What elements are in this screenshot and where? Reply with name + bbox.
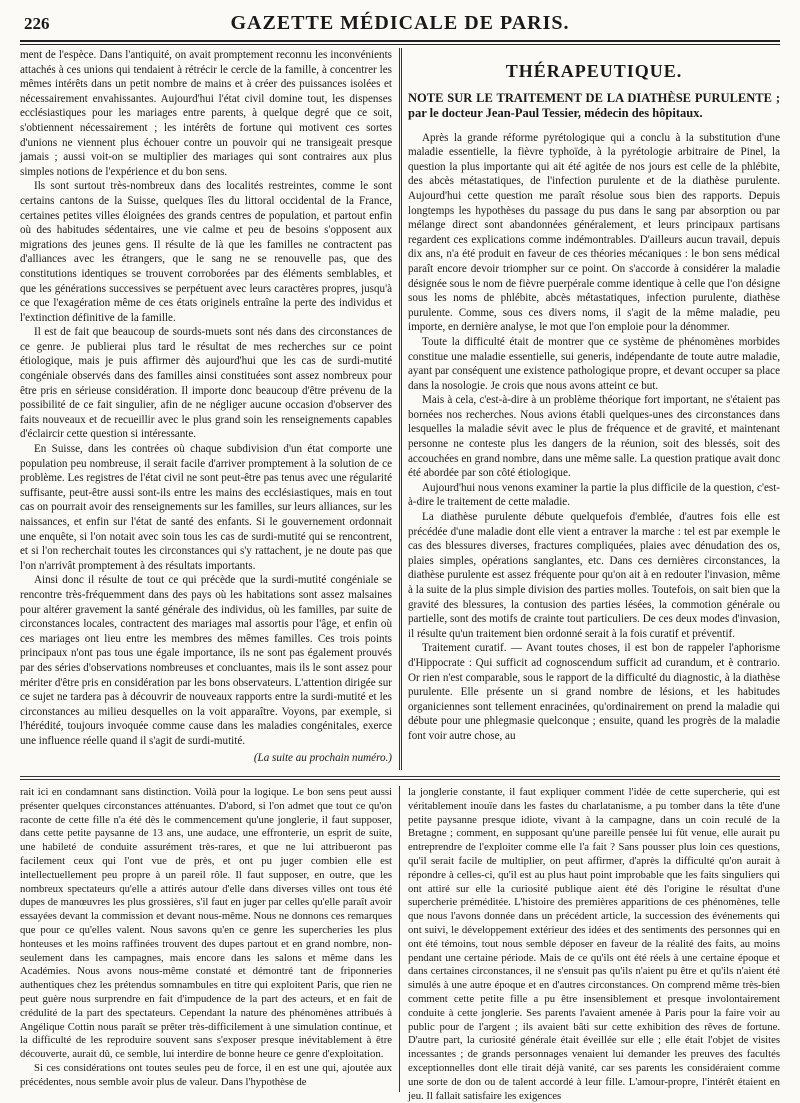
page-number: 226 — [24, 14, 50, 33]
paragraph: Traitement curatif. — Avant toutes choses, il est bon de rappeler l'aphorisme d'Hippocrate : Qui sufficit ad cognoscendum sufficit ad curandum, et è contrario. Or rien n'est comparable, sous le rapport de la difficulté du diagnostic, à la diathèse purulente. Elle présente un si grand nombre de lésions, et les habitudes organiciennes sont tellement enracinées, qu'ordinairement on prend la maladie qui débute pour une phlegmasie quelconque ; ensuite, quand les progrès de la maladie font voir autre chose, au — [408, 642, 780, 742]
section-rule — [20, 779, 780, 780]
column-divider — [399, 48, 400, 770]
paragraph: Ainsi donc il résulte de tout ce qui précède que la surdi-mutité congéniale se rencontre très-fréquemment dans des pays où les habitations sont assez malsaines pour altérer gravement la santé générale des individus, où les familles, par suite de circonstances locales, contractent des mariages mal assortis pour l'âge, et enfin où ces mariages ont lieu entre les membres des mêmes familles. Ces trois points principaux n'ont pas tous une égale importance, ils ne sont pas également prouvés par des séries d'observations nombreuses et concluantes, mais ils le sont assez pour mériter d'être pris en considération par les bons observateurs. L'attention dirigée sur ce sujet ne tardera pas à découvrir de nouveaux rapports entre la surdi-mutité et les circonstances au milieu desquelles on la voit apparaître. Voyons, par exemple, si l'hérédité, toujours invoquée comme cause dans les maladies congénitales, exerce une influence réelle quand il s'agit de surdi-mutité. — [20, 574, 392, 747]
paragraph: En Suisse, dans les contrées où chaque subdivision d'un état comporte une population peu nombreuse, il serait facile d'arriver promptement à la solution de ce problème. Les registres de l'état civil ne sont peut-être pas tenus avec une régularité suffisante, peut-être aussi sont-ils entre les mains des ecclésiastiques, mais en tout cas on pourrait avoir des renseignements sur les familles, sur leurs alliances, sur les naissances, et enfin sur l'état de santé des enfants. Si le gouvernement ordonnait une enquête, si l'on notait avec soin tous les cas de surdi-mutité qui se rencontrent, et si l'on recherchait toutes les circonstances qui s'y rattachent, je ne doute pas que l'on n'arrivât promptement à des résultats importants. — [20, 443, 392, 572]
article-title: NOTE SUR LE TRAITEMENT DE LA DIATHÈSE PURULENTE ; par le docteur Jean-Paul Tessier, médecin des hôpitaux. — [408, 90, 780, 120]
section-title: THÉRAPEUTIQUE. — [505, 61, 683, 81]
paragraph: la jonglerie constante, il faut expliquer comment l'idée de cette supercherie, qui est véritablement inouïe dans les fastes du charlatanisme, a pu tomber dans la tête d'une petite paysanne presque idiote, vivant à la campagne, dans un coin reculé de la Bretagne ; comment, en supposant qu'une pareille pensée lui fût venue, elle aurait pu entreprendre de l'exploiter comme elle l'a fait ? Sans pousser plus loin ces questions, qu'il serait facile de multiplier, on peut affirmer, d'après la difficulté qu'on aurait à répondre à celles-ci, qu'il est au plus haut point improbable que les faits singuliers qui ont attiré sur elle la curiosité publique aient été dès l'origine le résultat d'une supercherie préméditée. L'histoire des premières apparitions de ces phénomènes, telle que nous l'avons donnée dans un précédent article, la succession des événements qui ont suivi, le développement extérieur des idées et des sentiments des personnes qui en ont été témoins, tout nous semble déposer en faveur de la réalité des faits, au moins pendant une certaine période. Mais de ce qu'ils ont été réels à une certaine époque et dans certaines circonstances, il ne s'ensuit pas qu'ils n'aient pu être et qu'ils n'aient été simulés à une autre époque et en d'autres circonstances. On comprend même très-bien comment cette petite fille a pu être insensiblement et presque involontairement conduite à cette jonglerie. Ses parents l'avaient amenée à Paris pour la faire voir au public pour de l'argent ; ils avaient bâti sur cette exhibition des rêves de fortune. D'autre part, la curiosité générale était éveillée sur elle ; elle était l'objet de visites incessantes ; de grands personnages venaient lui demander les preuves des facultés exceptionnelles dont elle tirait déjà vanité, car ses parents les considéraient comme une sorte de don ou de talent accordé à leur fille. L'amour-propre, l'intérêt étaient en jeu. Il fallait satisfaire les exigences — [408, 786, 780, 1102]
left-column — [20, 48, 392, 771]
paragraph: La diathèse purulente débute quelquefois d'emblée, d'autres fois elle est précédée d'une maladie dont elle vient a entraver la marche : tel est par exemple le cas des blessures diverses, fractures compliquées, plaies avec dénudation des os, plaies simples, opérations sanglantes, etc. Dans ces dernières circonstances, la diathèse purulente est assez fréquente pour qu'on ait à en redouter l'invasion, même à la suite de la plus simple division des parties molles. Toutefois, on sait bien que la gravité des blessures, la contusion des parties lésées, la commotion générale ou partielle, sont des motifs de crainte tout particuliers. De ces deux modes d'invasion, il résulte qu'un traitement bien ordonné serait à la fois curatif et préventif. — [408, 511, 780, 640]
header-rule — [20, 40, 780, 42]
running-title: GAZETTE MÉDICALE DE PARIS. — [230, 12, 570, 34]
right-column — [408, 62, 780, 771]
paragraph: ment de l'espèce. Dans l'antiquité, on avait promptement reconnu les inconvénients attachés à ces unions qui tendaient à rétrécir le cercle de la famille, à concentrer les mêmes intérêts dans un petit nombre de mains et à créer des puissances isolées et nécessairement envahissantes. Aujourd'hui l'état civil domine tout, les dispenses ecclésiastiques pour les mariages entre parents, à quelque degré que ce soit, s'obtiennent nécessairement ; les intérêts de fortune qui motivent ces sortes d'unions ne viennent plus échouer contre un pouvoir qui ne transigeait presque jamais ; aussi voit-on se multiplier des mariages qui sont contraires aux plus simples notions de l'expérience et du bon sens. — [20, 49, 392, 178]
paragraph: Après la grande réforme pyrétologique qui a conclu à la substitution d'une maladie essentielle, la fièvre typhoïde, à la pyrétologie arbitraire de Pinel, la question la plus importante qui ait été agitée de nos jours est celle de la phlébite, des abcès métastatiques, de l'infection purulente et de la diathèse purulente. Aujourd'hui cette question me paraît résolue sous bien des rapports. Depuis longtemps les hypothèses du passage du pus dans le sang par absorption ou par mélange direct sont abandonnées généralement, et leurs principaux partisans regardent ces explications comme indémontrables. D'ailleurs aucun travail, depuis dix ans, n'a été produit en faveur de ces théories mécaniques : le bon sens médical paraît encore devoir triompher sur ce point. On s'accorde à considérer la maladie désignée sous le nom de fièvre puerpérale comme identique à celle que l'on désigne sous les noms de phlébite, abcès métastatiques, infection purulente, diathèse purulente. Comme, sous ces divers noms, il s'agit de la même maladie, peu importe, en dernière analyse, le mot que l'on emploie pour la dénommer. — [408, 131, 780, 334]
bottom-right-column — [408, 786, 780, 1102]
paragraph: Ils sont surtout très-nombreux dans des localités restreintes, comme le sont certains cantons de la Suisse, quelques îles du littoral occidental de la France, certaines petites villes éloignées des grands centres de population, et partout enfin où des habitudes sédentaires, une vie calme et peu de besoins s'opposent aux migrations des jeunes gens. Il résulte de là que les familles ne contractent pas d'alliances avec les étrangers, que le sang ne se renouvelle pas, que des constitutions identiques se trouvent corroborées par des éléments semblables, et que les générations successives se perpétuent avec leurs caractères propres, jusqu'à ce que l'exagération même de ces états originels entraîne la perte des individus et l'extinction définitive de la famille. — [20, 180, 392, 324]
paragraph: Si ces considérations ont toutes seules peu de force, il en est une qui, ajoutée aux précédentes, nous semble avoir plus de valeur. Dans l'hypothèse de — [20, 1061, 392, 1088]
paragraph: rait ici en condamnant sans distinction. Voilà pour la logique. Le bon sens peut aussi présenter quelques circonstances atténuantes. D'abord, si l'on admet que tout ce qu'on raconte de cette fille n'a été dès le commencement qu'une jonglerie, il faut supposer, dans cette petite paysanne de 13 ans, une audace, une effronterie, un esprit de suite, une habileté de conduite assurément très-rares, et que ne lui attribueront pas facilement ceux qui l'ont vue de près, et ont pu juger combien elle est intellectuellement peu propre à un pareil rôle. Il faut supposer, en outre, que les nombreux spectateurs qu'elle a attirés autour d'elle dans diverses villes ont tous été dupes de manœuvres les plus grossières, s'il faut en juger par celles qu'elle paraît avoir essayées devant la commission et devant nous-même. Nous ne donnons ces remarques que pour ce qu'elles valent. Nous savons qu'en ce genre les supercheries les plus honteuses et les moins raffinées trouvent des dupes partout et en grand nombre, non-seulement dans les campagnes, mais encore dans les salons et même dans les Académies. Nous avons nous-même constaté et démontré tant de friponneries authentiques chez les prétendus somnambules en titre qui exploitent Paris, que rien ne peut guère nous surprendre en fait d'impudence de la part des acteurs, et en fait de crédulité de la part des spectateurs. Cependant la nature des phénomènes attribués à Angélique Cottin nous paraît se prêter très-difficilement à une simulation continue, et la difficulté de les reproduire souvent sans s'exposer presque inévitablement à être découverte, aurait dû, ce semble, lui interdire de bonne heure ce genre d'exploitation. — [20, 786, 392, 1061]
column-divider — [399, 786, 400, 1092]
paragraph: Il est de fait que beaucoup de sourds-muets sont nés dans des circonstances de ce genre. Je publierai plus tard le résultat de mes recherches sur ce point étiologique, mais je puis affirmer dès aujourd'hui que les cas de surdi-mutité congéniale observés dans des familles ainsi constituées sont assez nombreux pour être pris en sérieuse considération. Il importe donc beaucoup d'être prévenu de la possibilité de ce fait singulier, afin de ne négliger aucune occasion d'observer des faits nouveaux et de recueillir avec le plus grand soin les renseignements capables d'éclaircir cette question si intéressante. — [20, 326, 392, 441]
paragraph: Toute la difficulté était de montrer que ce système de phénomènes morbides constitue une maladie essentielle, sui generis, indépendante de toute autre maladie, ayant par conséquent une existence pathologique propre, et devant occuper sa place dans la nosologie. Je crois que nous avons atteint ce but. — [408, 335, 780, 392]
column-divider — [401, 48, 402, 770]
bottom-left-column — [20, 786, 392, 1092]
section-rule — [20, 776, 780, 777]
paragraph: Mais à cela, c'est-à-dire à un problème théorique fort important, ne s'étaient pas bornées nos recherches. Nous avions établi quelques-unes des circonstances dans lesquelles la maladie sévit avec le plus de fréquence et de gravité, et maintenant personne ne conteste plus les dangers de la réunion, soit des blessés, soit des accouchées en grand nombre, dans une même salle. La question pratique avait donc été abordée par son côté étiologique. — [408, 394, 780, 480]
continuation-note: (La suite au prochain numéro.) — [253, 751, 392, 764]
paragraph: Aujourd'hui nous venons examiner la partie la plus difficile de la question, c'est-à-dire le traitement de cette maladie. — [408, 481, 780, 509]
header-rule-thin — [20, 44, 780, 45]
